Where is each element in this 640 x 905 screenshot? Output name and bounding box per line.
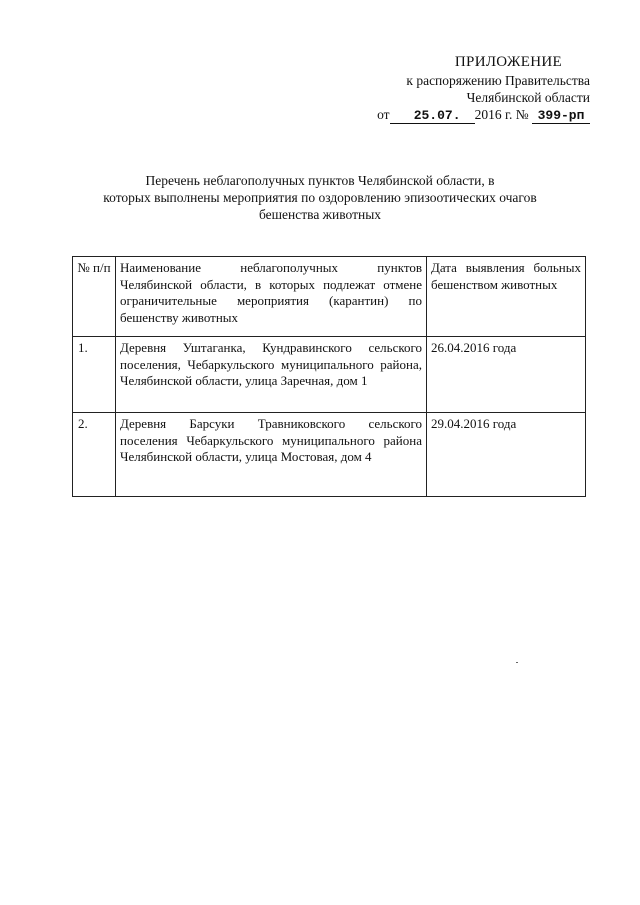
row-name: Деревня Уштаганка, Кундравинского сельского поселения, Чебаркульского муниципального района, Челябинской области, улица Заречная, дом 1 bbox=[116, 337, 427, 413]
heading-line-2: которых выполнены мероприятия по оздоровлению эпизоотических очагов bbox=[103, 190, 537, 205]
header-date: Дата выявления больных бешенством животных bbox=[427, 257, 586, 337]
row-date: 26.04.2016 года bbox=[427, 337, 586, 413]
order-line bbox=[377, 106, 590, 124]
row-name: Деревня Барсуки Травниковского сельского поселения Чебаркульского муниципального района Челябинской области, улица Мостовая, дом 4 bbox=[116, 413, 427, 497]
table-row bbox=[73, 337, 586, 413]
header-name: Наименование неблагополучных пунктов Челябинской области, в которых подлежат отмене ограничительные мероприятия (карантин) по бешенству животных bbox=[116, 257, 427, 337]
appendix-block bbox=[377, 53, 590, 124]
locations-table bbox=[72, 256, 586, 497]
heading-line-3: бешенства животных bbox=[258, 207, 382, 222]
order-year: 2016 г. № bbox=[474, 107, 529, 122]
row-date: 29.04.2016 года bbox=[427, 413, 586, 497]
order-date: 25.07. bbox=[390, 109, 475, 124]
document-heading bbox=[70, 172, 570, 223]
appendix-title: ПРИЛОЖЕНИЕ bbox=[454, 54, 562, 70]
row-num: 2. bbox=[73, 413, 116, 497]
appendix-line-2: Челябинской области bbox=[466, 90, 590, 105]
scan-speck bbox=[516, 662, 518, 663]
row-num: 1. bbox=[73, 337, 116, 413]
header-num: № п/п bbox=[73, 257, 116, 337]
order-number: 399-рп bbox=[532, 109, 590, 124]
order-prefix: от bbox=[377, 107, 390, 122]
table-row bbox=[73, 413, 586, 497]
heading-line-1: Перечень неблагополучных пунктов Челябинской области, в bbox=[145, 173, 495, 188]
table-header-row bbox=[73, 257, 586, 337]
appendix-line-1: к распоряжению Правительства bbox=[406, 73, 590, 88]
